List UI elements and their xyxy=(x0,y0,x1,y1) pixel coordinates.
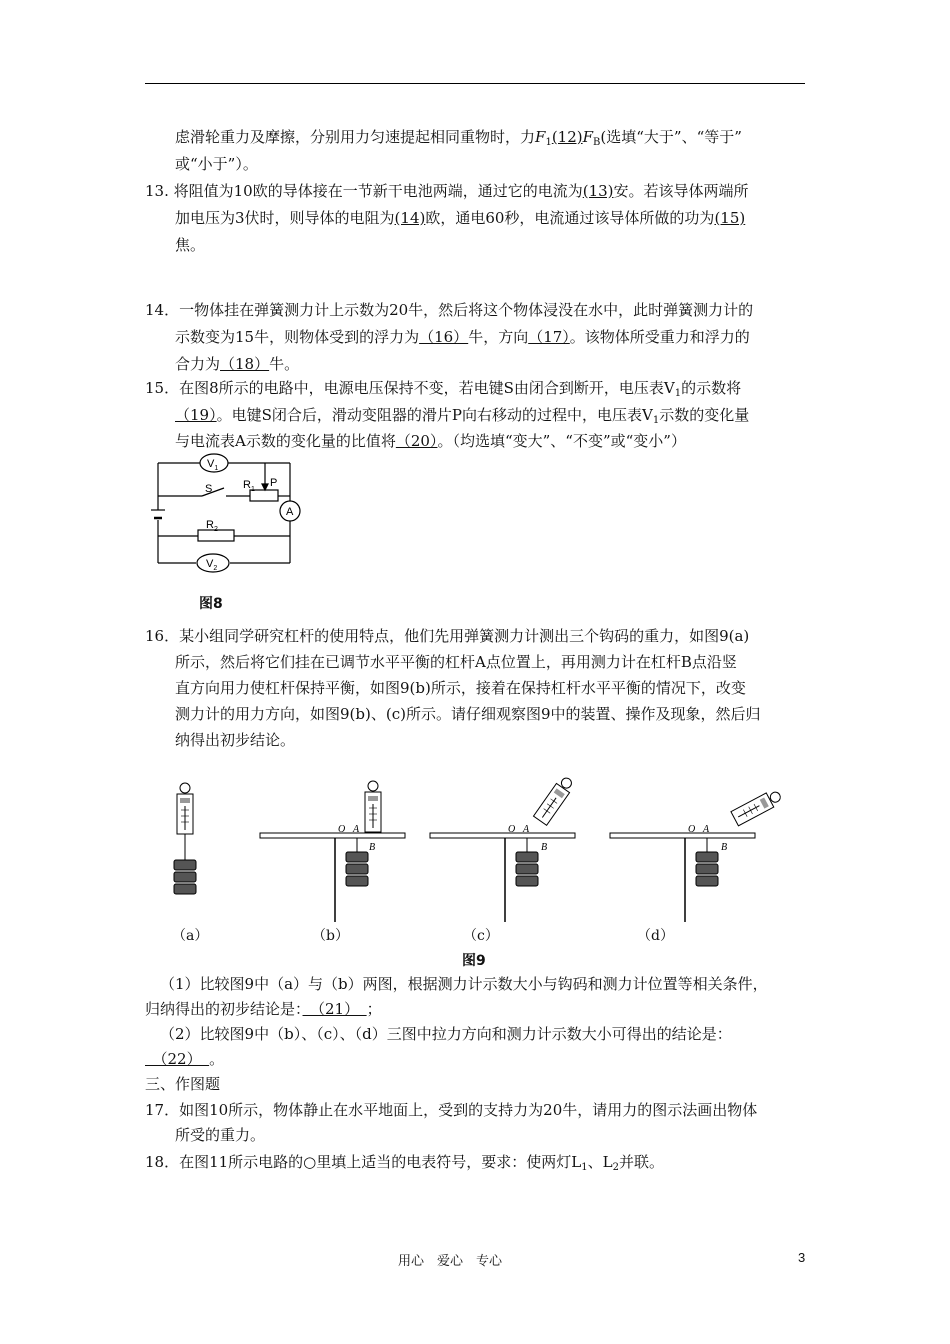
q14-line-2: 示数变为15牛，则物体受到的浮力为（16）牛，方向（17）。该物体所受重力和浮力的 xyxy=(175,328,750,346)
q16-part1-line-2: 归纳得出的初步结论是： （21） ； xyxy=(145,1000,382,1018)
blank-19: （19） xyxy=(175,406,217,424)
svg-text:R1: $R_1$ xyxy=(243,479,255,493)
q15-line-2: （19）。电键S闭合后，滑动变阻器的滑片P向右移动的过程中，电压表$V_1$示数的变化量 xyxy=(175,406,750,426)
page-footer-motto: 用心 爱心 专心 xyxy=(398,1254,503,1269)
svg-text:B: B xyxy=(369,842,376,853)
q13-line-2: 加电压为3伏时，则导体的电阻为(14)欧，通电60秒，电流通过该导体所做的功为(15) xyxy=(175,209,746,227)
section-3-heading: 三、作图题 xyxy=(145,1075,221,1093)
figure-8-circuit xyxy=(150,448,310,578)
q15-line-3: 与电流表A示数的变化量的比值将（20）。（均选填“变大”、“不变”或“变小”） xyxy=(175,432,686,450)
svg-text:A: A xyxy=(703,824,710,835)
q14-line-1: 14．一物体挂在弹簧测力计上示数为20牛，然后将这个物体浸没在水中，此时弹簧测力计的 xyxy=(145,301,754,319)
q16-line-3: 直方向用力使杠杆保持平衡，如图9(b)所示，接着在保持杠杆水平平衡的情况下，改变 xyxy=(175,679,746,697)
q18-line: 18．在图11所示电路的○里填上适当的电表符号，要求：使两灯$L_1$、$L_2$并联。 xyxy=(145,1153,664,1173)
figure-9-lever-experiment xyxy=(160,762,810,922)
page-number: 3 xyxy=(798,1250,806,1265)
q17-line-2: 所受的重力。 xyxy=(175,1126,266,1144)
q15-line-1: 15．在图8所示的电路中，电源电压保持不变，若电键S由闭合到断开，电压表$V_1$的示数将 xyxy=(145,379,742,399)
q12-line-2: 或“小于”）。 xyxy=(175,155,258,173)
svg-text:B: B xyxy=(721,842,728,853)
blank-12: (12) xyxy=(551,128,583,146)
figure-9d-caption: （d） xyxy=(637,928,674,944)
figure-8-caption: 图8 xyxy=(199,596,223,612)
blank-17: （17） xyxy=(528,328,570,346)
blank-18: （18） xyxy=(220,355,270,373)
q16-line-2: 所示，然后将它们挂在已调节水平平衡的杠杆A点位置上，再用测力计在杠杆B点沿竖 xyxy=(175,653,737,671)
q16-part2-line-2: （22） 。 xyxy=(145,1050,225,1068)
svg-text:R2: $R_2$ xyxy=(206,519,218,533)
q16-line-5: 纳得出初步结论。 xyxy=(175,731,296,749)
svg-text:B: B xyxy=(541,842,548,853)
blank-16: （16） xyxy=(419,328,469,346)
svg-text:S: S xyxy=(205,483,213,495)
q16-part1-line-1: （1）比较图9中（a）与（b）两图，根据测力计示数大小与钩码和测力计位置等相关条件， xyxy=(160,975,768,993)
q12-line-1: 虑滑轮重力及摩擦，分别用力匀速提起相同重物时，力$F_1(12)F_B$(选填“大于”、“等于” xyxy=(175,128,742,148)
svg-text:A: A xyxy=(523,824,530,835)
blank-14: (14) xyxy=(394,209,426,227)
svg-text:P: P xyxy=(270,477,278,489)
header-rule xyxy=(145,83,805,84)
q17-line-1: 17．如图10所示，物体静止在水平地面上，受到的支持力为20牛，请用力的图示法画出物体 xyxy=(145,1101,758,1119)
figure-9c-caption: （c） xyxy=(463,928,499,944)
svg-text:V2: $V_2$ xyxy=(206,558,218,572)
svg-text:O: O xyxy=(338,824,346,835)
svg-text:O: O xyxy=(688,824,696,835)
q14-line-3: 合力为（18）牛。 xyxy=(175,355,300,373)
figure-9a-caption: （a） xyxy=(172,928,209,944)
blank-20: （20） xyxy=(395,432,438,450)
svg-text:A: A xyxy=(286,506,294,518)
svg-text:O: O xyxy=(508,824,516,835)
svg-text:A: A xyxy=(353,824,360,835)
blank-13: (13) xyxy=(582,182,614,200)
blank-21: （21） xyxy=(302,1000,367,1018)
blank-15: (15) xyxy=(714,209,746,227)
figure-9-caption: 图9 xyxy=(462,953,486,969)
figure-9b-caption: （b） xyxy=(312,928,349,944)
q13-line-3: 焦。 xyxy=(175,236,206,254)
q16-line-4: 测力计的用力方向，如图9(b)、(c)所示。请仔细观察图9中的装置、操作及现象，然后归 xyxy=(175,705,761,723)
svg-text:V1: $V_1$ xyxy=(207,458,219,472)
blank-22: （22） xyxy=(145,1050,210,1068)
q16-line-1: 16．某小组同学研究杠杆的使用特点，他们先用弹簧测力计测出三个钩码的重力，如图9(a) xyxy=(145,627,750,645)
q13-line-1: 13. 将阻值为10欧的导体接在一节新干电池两端，通过它的电流为(13)安。若该导体两端所 xyxy=(145,182,749,200)
q16-part2-line-1: （2）比较图9中（b）、（c）、（d）三图中拉力方向和测力计示数大小可得出的结论是： xyxy=(160,1025,732,1043)
